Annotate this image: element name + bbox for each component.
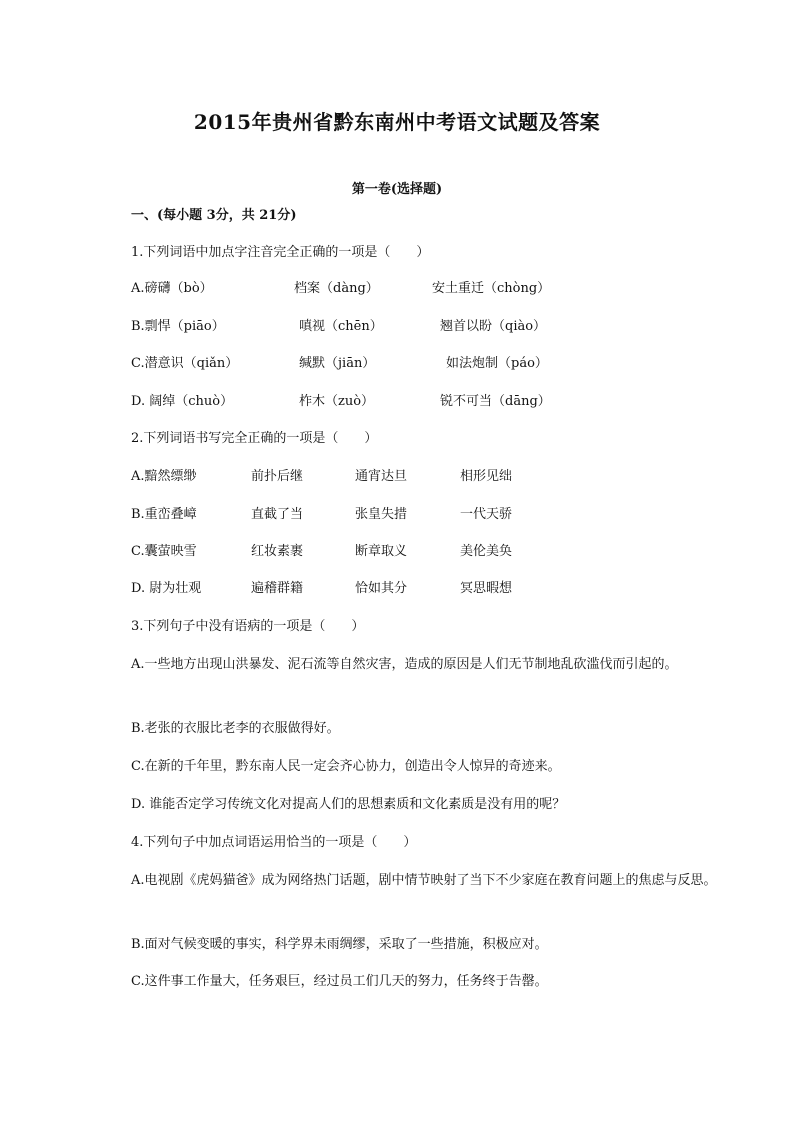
section-heading: 一、(每小题 3分，共 21分)	[131, 208, 297, 223]
question-3-option: B.老张的衣服比老李的衣服做得好。	[131, 721, 340, 736]
option-text: 遍稽群籍	[251, 581, 304, 596]
option-text: 断章取义	[355, 544, 408, 559]
question-3-stem: 3.下列句子中没有语病的一项是（ ）	[131, 619, 365, 634]
document-title: 2015年贵州省黔东南州中考语文试题及答案	[193, 110, 601, 134]
option-text: 档案（dàng）	[294, 281, 379, 296]
option-text: 安土重迁（chòng）	[432, 281, 551, 296]
option-text: 通宵达旦	[355, 469, 408, 484]
question-4-option: A.电视剧《虎妈猫爸》成为网络热门话题，剧中情节映射了当下不少家庭在教育问题上的焦虑与反思。	[131, 873, 717, 888]
option-text: 柞木（zuò）	[299, 394, 375, 409]
option-text: 美伦美奂	[460, 544, 513, 559]
option-text: 如法炮制（páo）	[446, 356, 548, 371]
option-text: 冥思暇想	[460, 581, 513, 596]
option-text: 翘首以盼（qiào）	[440, 319, 547, 334]
option-text: B.剽悍（piāo）	[131, 319, 225, 334]
option-text: D. 尉为壮观	[131, 581, 202, 596]
question-3-option: C.在新的千年里，黔东南人民一定会齐心协力，创造出令人惊异的奇迹来。	[131, 759, 561, 774]
question-4-option: C.这件事工作量大，任务艰巨，经过员工们几天的努力，任务终于告罄。	[131, 974, 548, 989]
option-text: C.囊萤映雪	[131, 544, 197, 559]
option-text: 张皇失措	[355, 507, 408, 522]
option-text: A.磅礴（bò）	[131, 281, 213, 296]
option-text: C.潜意识（qiǎn）	[131, 356, 239, 371]
option-text: 直截了当	[251, 507, 304, 522]
option-text: B.重峦叠嶂	[131, 507, 197, 522]
option-text: 一代天骄	[460, 507, 513, 522]
option-text: 相形见绌	[460, 469, 513, 484]
question-3-option: D. 谁能否定学习传统文化对提高人们的思想素质和文化素质是没有用的呢？	[131, 797, 566, 812]
option-text: 缄默（jiān）	[299, 356, 376, 371]
option-text: 锐不可当（dāng）	[440, 394, 551, 409]
question-2-stem: 2.下列词语书写完全正确的一项是（ ）	[131, 431, 378, 446]
option-text: D. 阔绰（chuò）	[131, 394, 234, 409]
question-4-stem: 4.下列句子中加点词语运用恰当的一项是（ ）	[131, 835, 417, 850]
option-text: A.黯然缥缈	[131, 469, 197, 484]
option-text: 前扑后继	[251, 469, 304, 484]
question-1-stem: 1.下列词语中加点字注音完全正确的一项是（ ）	[131, 245, 430, 260]
option-text: 红妆素裹	[251, 544, 304, 559]
question-3-option: A.一些地方出现山洪暴发、泥石流等自然灾害，造成的原因是人们无节制地乱砍滥伐而引起的。	[131, 657, 678, 672]
option-text: 嗔视（chēn）	[299, 319, 383, 334]
option-text: 恰如其分	[355, 581, 408, 596]
question-4-option: B.面对气候变暖的事实，科学界未雨绸缪，采取了一些措施，积极应对。	[131, 937, 548, 952]
volume-title: 第一卷(选择题)	[351, 182, 443, 197]
